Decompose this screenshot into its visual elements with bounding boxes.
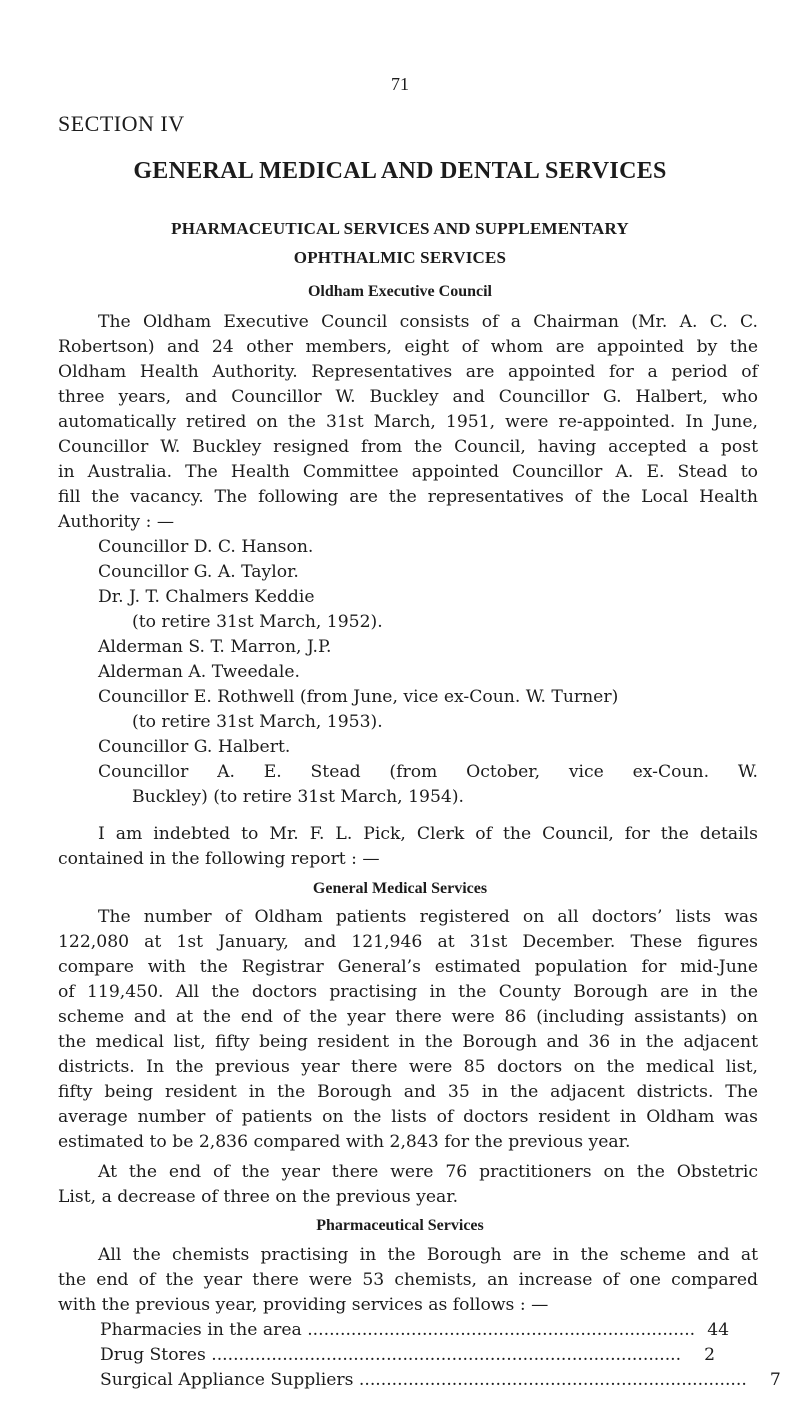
text-line: average number of patients on the lists of doctors resident in Oldham was (58, 1107, 758, 1127)
service-row (100, 1368, 781, 1393)
service-value: 44 (707, 1320, 730, 1340)
main-title: GENERAL MEDICAL AND DENTAL SERVICES (133, 158, 667, 184)
text-line: Oldham Health Authority. Representatives are appointed for a period of (58, 362, 758, 382)
list-item: Councillor G. Halbert. (98, 737, 291, 757)
heading-general-medical-services: General Medical Services (312, 880, 488, 897)
text-line: 122,080 at 1st January, and 121,946 at 31st December. These figures (58, 932, 758, 952)
paragraph-acknowledgement (58, 822, 758, 872)
text-line: the end of the year there were 53 chemists, an increase of one compared (58, 1270, 758, 1290)
text-line: compare with the Registrar General’s estimated population for mid-June (58, 957, 758, 977)
list-item: (to retire 31st March, 1952). (132, 612, 383, 632)
list-item: Councillor E. Rothwell (from June, vice ex-Coun. W. Turner) (98, 687, 619, 707)
paragraph-obstetric-list (58, 1160, 758, 1210)
text-line: At the end of the year there were 76 practitioners on the Obstetric (98, 1162, 758, 1182)
service-label: Pharmacies in the area (100, 1320, 302, 1340)
text-line: All the chemists practising in the Borough are in the scheme and at (98, 1245, 758, 1265)
text-line: scheme and at the end of the year there were 86 (including assistants) on (58, 1007, 758, 1027)
text-line: of 119,450. All the doctors practising in the County Borough are in the (58, 982, 758, 1002)
list-item (58, 760, 758, 785)
text-line: The number of Oldham patients registered on all doctors’ lists was (98, 907, 758, 927)
list-item-text: Councillor A. E. Stead (from October, vice ex-Coun. W. (98, 762, 758, 782)
section-heading: SECTION IV (58, 111, 185, 136)
list-item: Councillor G. A. Taylor. (98, 562, 299, 582)
text-line: districts. In the previous year there were 85 doctors on the medical list, (58, 1057, 758, 1077)
heading-pharmaceutical-services: Pharmaceutical Services (316, 1217, 484, 1234)
leader-dots: ...................................................................................... (205, 1345, 682, 1365)
text-line: The Oldham Executive Council consists of a Chairman (Mr. A. C. C. (98, 312, 758, 332)
service-row (100, 1343, 716, 1368)
service-value: 2 (704, 1345, 716, 1365)
representatives-list (58, 535, 758, 810)
page-number: 71 (391, 74, 409, 94)
service-row (100, 1318, 730, 1343)
text-line: Authority : — (58, 512, 175, 532)
list-item: Buckley) (to retire 31st March, 1954). (132, 787, 465, 807)
text-line: estimated to be 2,836 compared with 2,843 for the previous year. (58, 1132, 631, 1152)
text-line: automatically retired on the 31st March, 1951, were re-appointed. In June, (58, 412, 758, 432)
heading-oldham-executive-council: Oldham Executive Council (307, 283, 492, 300)
text-line: I am indebted to Mr. F. L. Pick, Clerk of the Council, for the details (98, 824, 758, 844)
list-item: (to retire 31st March, 1953). (132, 712, 383, 732)
text-line: with the previous year, providing services as follows : — (58, 1295, 549, 1315)
paragraph-pharmaceutical (58, 1243, 758, 1318)
service-value: 7 (769, 1370, 781, 1390)
leader-dots: ....................................................................... (353, 1370, 747, 1390)
service-label: Drug Stores (100, 1345, 206, 1365)
paragraph-general-medical (58, 905, 758, 1155)
text-line: List, a decrease of three on the previous year. (58, 1187, 459, 1207)
subtitle-line-1: PHARMACEUTICAL SERVICES AND SUPPLEMENTARY (171, 219, 629, 238)
text-line: in Australia. The Health Committee appointed Councillor A. E. Stead to (58, 462, 758, 482)
text-line: fifty being resident in the Borough and 35 in the adjacent districts. The (58, 1082, 758, 1102)
text-line: Robertson) and 24 other members, eight of whom are appointed by the (58, 337, 758, 357)
paragraph-executive-council (58, 310, 758, 535)
services-list (100, 1318, 781, 1393)
list-item: Alderman S. T. Marron, J.P. (98, 637, 332, 657)
service-label: Surgical Appliance Suppliers (100, 1370, 354, 1390)
text-line: the medical list, fifty being resident in the Borough and 36 in the adjacent (58, 1032, 758, 1052)
list-item: Dr. J. T. Chalmers Keddie (98, 587, 315, 607)
subtitle-line-2: OPHTHALMIC SERVICES (293, 248, 507, 267)
text-line: three years, and Councillor W. Buckley and Councillor G. Halbert, who (58, 387, 758, 407)
text-line: fill the vacancy. The following are the representatives of the Local Health (58, 487, 758, 507)
list-item: Councillor D. C. Hanson. (98, 537, 314, 557)
text-line: Councillor W. Buckley resigned from the Council, having accepted a post (58, 437, 758, 457)
list-item: Alderman A. Tweedale. (98, 662, 301, 682)
leader-dots: ....................................................................... (301, 1320, 696, 1340)
text-line: contained in the following report : — (58, 849, 380, 869)
